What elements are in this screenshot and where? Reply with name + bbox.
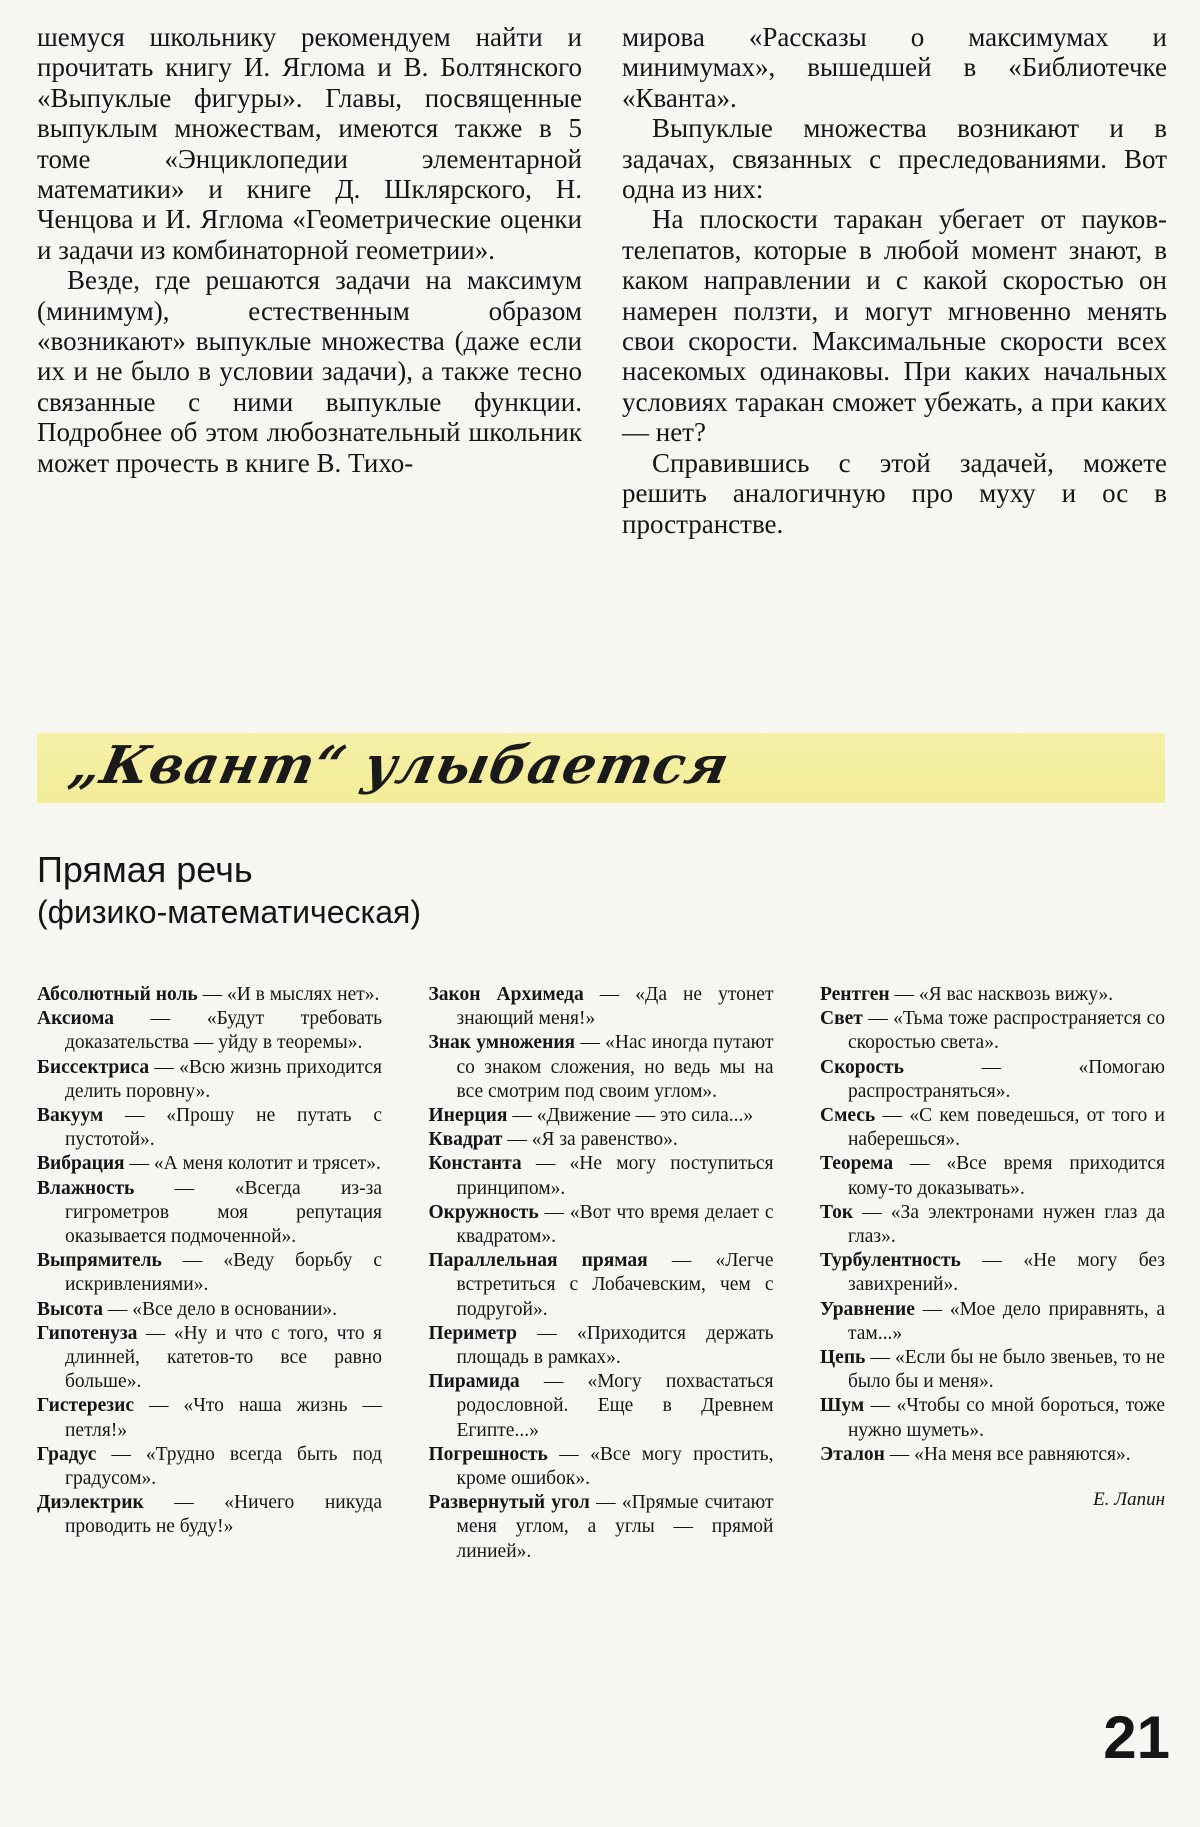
glossary-entry [37,1394,382,1442]
glossary-term: Окружность [428,1201,539,1223]
glossary-definition: — «Мое дело приравнять, а там...» [848,1298,1165,1344]
glossary-definition: — «Нас иногда путают со знаком сложения, но ведь мы на все смотрим под своим углом». [456,1032,774,1102]
glossary-term: Теорема [820,1153,894,1175]
glossary-entry [37,983,382,1007]
glossary-entry [37,1298,382,1322]
glossary-definition: — «А меня колотит и трясет». [124,1153,381,1175]
glossary-entry [429,1491,774,1564]
glossary-definition: — «Вот что время делает с квадратом». [456,1201,774,1248]
glossary-column-1 [37,983,382,1564]
article-paragraph: мирова «Рассказы о максимумах и минимумах», вышедшей в «Библиотечке «Кванта». [622,22,1167,113]
page-number: 21 [1103,1704,1170,1771]
glossary-entry [820,1152,1165,1200]
glossary-entry [37,1177,382,1250]
glossary-entry [820,1394,1165,1442]
glossary-term: Пирамида [428,1371,520,1393]
glossary-definition: — «Не могу поступиться принципом». [456,1153,774,1199]
glossary-definition: — «Движение — это сила...» [507,1105,754,1127]
glossary-entry [37,1322,382,1395]
glossary-term: Эталон [820,1443,885,1465]
glossary-term: Высота [37,1298,103,1320]
glossary-entry [37,1249,382,1297]
glossary-definition: — «Что наша жизнь — петля!» [65,1395,382,1441]
glossary-definition: — «С кем поведешься, от того и наберешься». [848,1105,1165,1151]
glossary-entry [429,1031,774,1104]
glossary-definition: — «Могу похвастаться родословной. Еще в Древнем Египте...» [456,1371,774,1441]
glossary-definition: — «Я за равенство». [502,1129,678,1151]
glossary-definition: — «Тьма тоже распространяется со скоростью света». [848,1008,1165,1054]
article-paragraph: На плоскости таракан убегает от пауков-телепатов, которые в любой момент знают, в каком направлении и с какой скоростью он намерен ползти, и могут мгновенно менять свои скорости. Максимальные скорости всех насекомых одинаковы. При каких начальных условиях таракан сможет убежать, а при каких — нет? [622,204,1167,448]
glossary-column-2 [429,983,774,1564]
author-signature: Е. Лапин [1093,1489,1165,1511]
glossary-entry [429,1443,774,1491]
glossary-definition: — «Все время приходится кому-то доказывать». [848,1153,1165,1199]
glossary-term: Константа [428,1153,522,1175]
glossary-entry [820,1443,1165,1467]
glossary-definition: — «Прямые считают меня углом, а углы — прямой линией». [456,1492,774,1562]
glossary-term: Инерция [428,1105,508,1127]
glossary-term: Диэлектрик [37,1492,144,1514]
section-title: Прямая речь [37,849,253,890]
glossary-term: Шум [820,1395,865,1417]
glossary-definition: — «Чтобы со мной бороться, тоже нужно шуметь». [848,1395,1165,1441]
glossary-entries [820,983,1165,1467]
article-paragraph: Везде, где решаются задачи на максимум (минимум), естественным образом «возникают» выпуклые множества (даже если их и не было в условии задачи), а также тесно связанные с ними выпуклые функции. Подробнее об этом любознательный школьник может прочесть в книге В. Тихо- [37,265,582,478]
banner-title: „Квант“ улыбается [64,735,735,796]
glossary-entry [429,1201,774,1249]
glossary-entry [429,983,774,1031]
glossary-entry [820,983,1165,1007]
section-banner [37,733,1165,803]
glossary-term: Вибрация [37,1153,125,1175]
article-right-column [622,22,1167,539]
glossary-column-3 [820,983,1165,1564]
glossary-term: Гистерезис [37,1395,135,1417]
article-paragraph: Выпуклые множества возникают и в задачах, связанных с преследованиями. Вот одна из них: [622,113,1167,205]
glossary-definition: — «Трудно всегда быть под градусом». [65,1443,382,1490]
glossary-definition: — «Приходится держать площадь в рамках». [456,1322,774,1369]
glossary-entry [429,1128,774,1152]
glossary-term: Погрешность [428,1443,548,1465]
glossary-term: Вакуум [37,1105,104,1127]
glossary-definition: — «Ничего никуда проводить не буду!» [65,1492,382,1538]
glossary-term: Периметр [428,1322,518,1344]
glossary-term: Аксиома [37,1008,115,1030]
glossary-definition: — «На меня все равняются». [884,1443,1131,1465]
glossary-entry [820,1056,1165,1104]
glossary-definition: — «Не могу без завихрений». [848,1250,1165,1296]
glossary-entry [37,1443,382,1491]
glossary-term: Влажность [37,1177,135,1199]
glossary-term: Турбулентность [820,1250,961,1272]
glossary [37,983,1165,1564]
glossary-entry [429,1152,774,1200]
glossary-term: Скорость [820,1056,904,1078]
glossary-term: Цепь [820,1347,866,1369]
glossary-entry [429,1249,774,1322]
glossary-term: Рентген [820,984,890,1005]
article-columns [37,22,1167,539]
glossary-entry [820,1346,1165,1394]
glossary-term: Уравнение [820,1298,915,1320]
glossary-definition: — «Будут требовать доказательства — уйду в теоремы». [65,1008,382,1054]
glossary-entry [820,1249,1165,1297]
glossary-entry [37,1056,382,1104]
glossary-definition: — «Всю жизнь приходится делить поровну». [65,1056,382,1102]
glossary-definition: — «И в мыслях нет». [197,984,380,1005]
glossary-term: Выпрямитель [37,1250,162,1272]
glossary-term: Ток [820,1201,854,1223]
glossary-definition: — «За электронами нужен глаз да глаз». [848,1201,1165,1248]
glossary-definition: — «Помогаю распространяться». [848,1056,1165,1102]
glossary-definition: — «Все дело в основании». [102,1298,338,1320]
glossary-entry [37,1491,382,1539]
glossary-definition: — «Если бы не было звеньев, то не было бы и меня». [848,1347,1165,1393]
glossary-definition: — «Я вас насквозь вижу». [889,984,1114,1005]
glossary-term: Биссектриса [37,1056,150,1078]
glossary-entry [820,1201,1165,1249]
glossary-entry [37,1104,382,1152]
glossary-entry [37,1152,382,1176]
glossary-term: Градус [37,1443,97,1465]
glossary-definition: — «Всегда из-за гигрометров моя репутация оказывается подмоченной». [65,1177,382,1248]
glossary-entry [820,1298,1165,1346]
glossary-term: Смесь [820,1105,876,1127]
glossary-entry [429,1104,774,1128]
section-subtitle: (физико-математическая) [37,894,421,930]
section-heading [37,848,421,932]
glossary-term: Знак умножения [428,1032,576,1054]
glossary-entry [820,1007,1165,1055]
glossary-term: Закон Архимеда [428,984,584,1005]
glossary-term: Гипотенуза [37,1322,138,1344]
glossary-definition: — «Прошу не путать с пустотой». [65,1105,382,1151]
glossary-term: Параллельная прямая [428,1250,648,1272]
glossary-definition: — «Легче встретиться с Лобачевским, чем с подругой». [456,1250,774,1320]
glossary-entry [37,1007,382,1055]
article-left-column [37,22,582,539]
article-paragraph: Справившись с этой задачей, можете решить аналогичную про муху и ос в пространстве. [622,447,1167,539]
glossary-term: Квадрат [428,1129,503,1151]
glossary-definition: — «Ну и что с того, что я длинней, катетов-то все равно больше». [65,1322,382,1393]
glossary-definition: — «Да не утонет знающий меня!» [456,984,774,1030]
glossary-entry [429,1370,774,1443]
glossary-definition: — «Все могу простить, кроме ошибок». [456,1443,774,1490]
glossary-term: Развернутый угол [428,1492,590,1514]
glossary-entry [820,1104,1165,1152]
glossary-term: Свет [820,1008,863,1030]
glossary-entry [429,1322,774,1370]
glossary-definition: — «Веду борьбу с искривлениями». [65,1250,382,1296]
article-paragraph: шемуся школьнику рекомендуем найти и прочитать книгу И. Яглома и В. Болтянского «Выпуклые фигуры». Главы, посвященные выпуклым множествам, имеются также в 5 томе «Энциклопедии элементарной математики» и книге Д. Шклярского, Н. Ченцова и И. Яглома «Геометрические оценки и задачи из комбинаторной геометрии». [37,22,582,265]
glossary-term: Абсолютный ноль [37,984,198,1005]
